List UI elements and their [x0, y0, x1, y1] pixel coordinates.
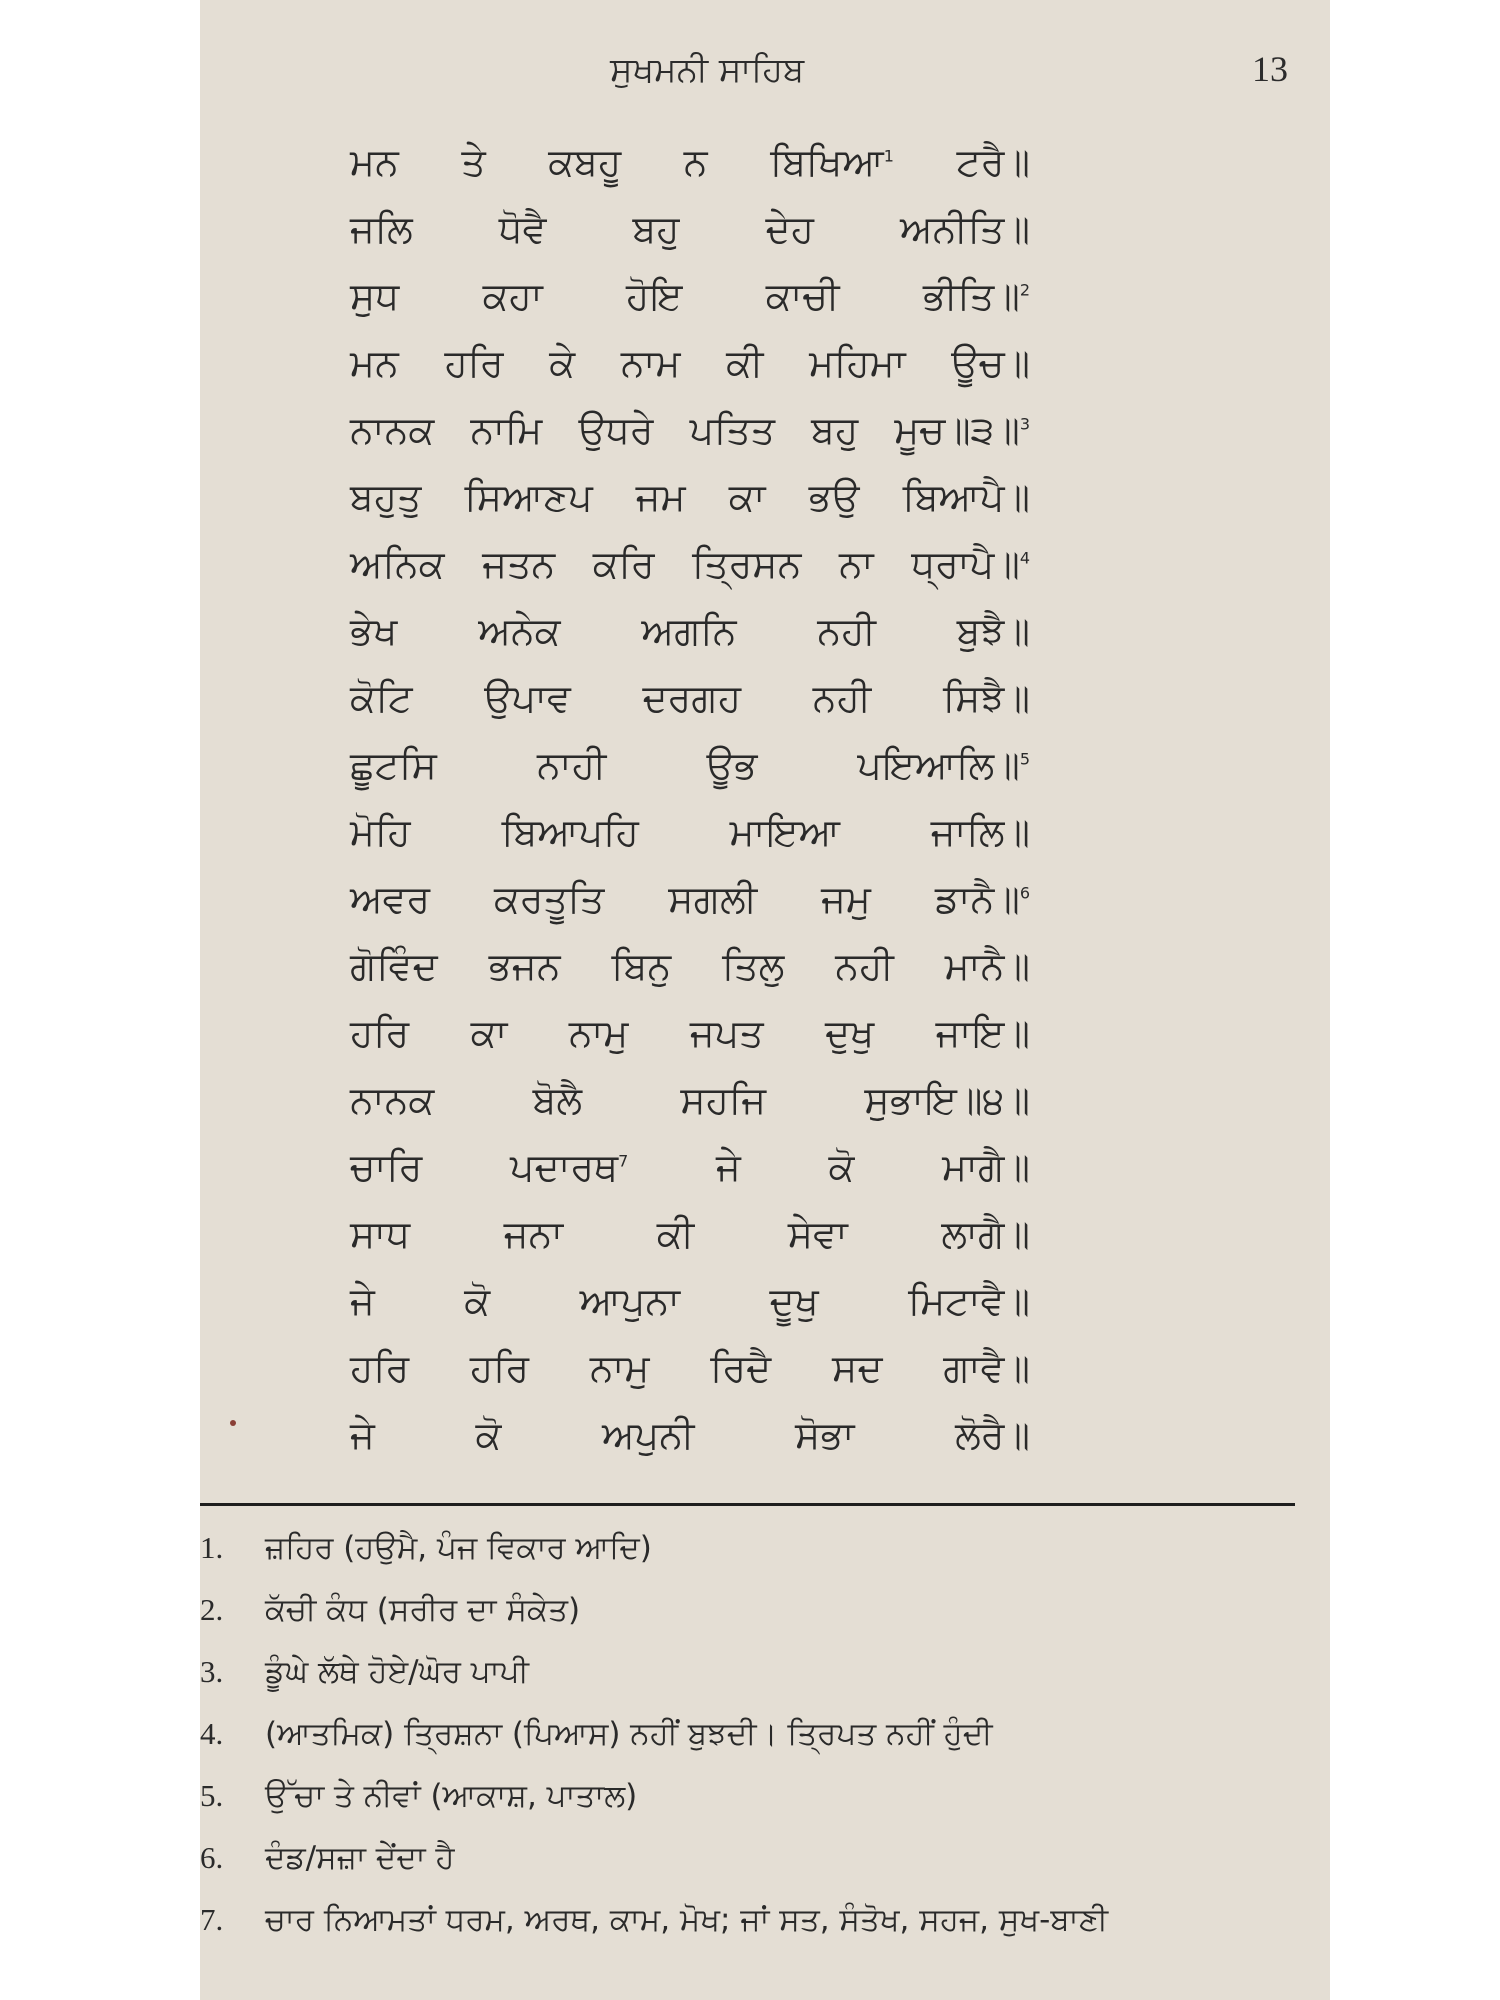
verse-word: ਸੋਭਾ	[795, 1413, 855, 1457]
footnote-number: 3.	[200, 1654, 224, 1689]
verse-line	[350, 542, 1310, 609]
verse-line	[350, 475, 1310, 542]
verse-word: ਗੋਵਿੰਦ	[350, 944, 438, 988]
verse-word: ਕਾ	[728, 475, 766, 519]
verse-word: ਨਾਮ	[620, 341, 681, 385]
verse-block	[350, 140, 1310, 1480]
footnote-item	[200, 1840, 1320, 1902]
verse-word: ਮਾਇਆ	[729, 810, 840, 854]
verse-word: ਮੂਚ॥੩॥$^3$	[894, 408, 1030, 452]
footnote-text: ਉੱਚਾ ਤੇ ਨੀਵਾਂ (ਆਕਾਸ਼, ਪਾਤਾਲ)	[265, 1778, 638, 1814]
verse-word: ਬਹੁਤੁ	[350, 475, 422, 519]
verse-word: ਅਵਰ	[350, 877, 431, 921]
verse-line	[350, 1145, 1310, 1212]
verse-line	[350, 207, 1310, 274]
footnote-item	[200, 1654, 1320, 1716]
verse-word: ਕਰਿ	[592, 542, 655, 586]
verse-word: ਬਹੁ	[811, 408, 859, 452]
verse-word: ਨਾਮੁ	[568, 1011, 629, 1055]
verse-word: ਜਾਲਿ॥	[930, 810, 1030, 854]
verse-word: ਸੇਵਾ	[787, 1212, 848, 1256]
verse-word: ਲਾਗੈ॥	[941, 1212, 1030, 1256]
verse-line	[350, 1279, 1310, 1346]
footnote-item	[200, 1716, 1320, 1778]
footnote-number: 6.	[200, 1840, 224, 1875]
footnote-text: ਚਾਰ ਨਿਆਮਤਾਂ ਧਰਮ, ਅਰਥ, ਕਾਮ, ਮੋਖ; ਜਾਂ ਸਤ, ਸੰਤੋਖ, ਸਹਜ, ਸੁਖ-ਬਾਣੀ	[265, 1902, 1109, 1938]
verse-word: ਨਾਹੀ	[536, 743, 607, 787]
verse-word: ਹਰਿ	[350, 1346, 410, 1390]
verse-word: ਨਾਮਿ	[470, 408, 543, 452]
verse-line	[350, 1212, 1310, 1279]
verse-word: ਸੁਭਾਇ॥੪॥	[864, 1078, 1030, 1122]
footnote-number: 7.	[200, 1902, 224, 1937]
verse-word: ਕਾ	[470, 1011, 508, 1055]
verse-word: ਛੂਟਸਿ	[350, 743, 437, 787]
verse-word: ਨਹੀ	[812, 676, 872, 720]
verse-word: ਟਰੈ॥	[956, 140, 1030, 184]
verse-line	[350, 408, 1310, 475]
footnote-number: 5.	[200, 1778, 224, 1813]
verse-word: ਲੋਰੈ॥	[955, 1413, 1030, 1457]
verse-word: ਨਹੀ	[817, 609, 876, 653]
verse-word: ਸੁਧ	[350, 274, 400, 318]
verse-word: ਬਹੁ	[632, 207, 680, 251]
verse-line	[350, 1011, 1310, 1078]
verse-word: ਹਰਿ	[469, 1346, 530, 1390]
verse-word: ਕਾਚੀ	[765, 274, 840, 318]
verse-line	[350, 810, 1310, 877]
verse-word: ਸਹਜਿ	[680, 1078, 767, 1122]
footnote-item	[200, 1778, 1320, 1840]
footnote-text: ਦੰਡ/ਸਜ਼ਾ ਦੇਂਦਾ ਹੈ	[265, 1840, 455, 1876]
verse-word: ਧ੍ਰਾਪੈ॥$^4$	[911, 542, 1030, 586]
verse-word: ਤ੍ਰਿਸਨ	[692, 542, 802, 586]
verse-word: ਨਾਮੁ	[589, 1346, 650, 1390]
verse-word: ਪਦਾਰਥ$^7$	[509, 1145, 629, 1189]
verse-word: ਮਨ	[350, 140, 399, 184]
verse-word: ਊਭ	[706, 743, 758, 787]
verse-word: ਨਾ	[839, 542, 874, 586]
verse-word: ਸਾਧ	[350, 1212, 411, 1256]
verse-word: ਸਗਲੀ	[668, 877, 758, 921]
verse-word: ਬੁਝੈ॥	[956, 609, 1030, 653]
verse-word: ਬੋਲੈ	[532, 1078, 583, 1122]
verse-word: ਤਿਲੁ	[722, 944, 785, 988]
verse-line	[350, 743, 1310, 810]
verse-word: ਸਿਆਣਪ	[464, 475, 593, 519]
verse-word: ਪਤਿਤ	[689, 408, 775, 452]
footnote-marker: 1	[883, 146, 894, 166]
verse-word: ਬਿਨੁ	[611, 944, 672, 988]
verse-word: ਅਨਿਕ	[350, 542, 445, 586]
verse-word: ਜਾਇ॥	[935, 1011, 1030, 1055]
verse-word: ਕਬਹੂ	[548, 140, 622, 184]
verse-word: ਜੇ	[350, 1413, 375, 1457]
verse-word: ਅਨੀਤਿ॥	[899, 207, 1030, 251]
footnote-item	[200, 1530, 1320, 1592]
verse-word: ਗਾਵੈ॥	[943, 1346, 1030, 1390]
verse-word: ਚਾਰਿ	[350, 1145, 423, 1189]
verse-word: ਸਿਝੈ॥	[942, 676, 1030, 720]
verse-word: ਕਰਤੂਤਿ	[493, 877, 605, 921]
footnote-divider	[200, 1503, 1295, 1506]
footnote-text: ਕੱਚੀ ਕੰਧ (ਸਰੀਰ ਦਾ ਸੰਕੇਤ)	[265, 1592, 581, 1628]
footnote-marker: 5	[1019, 749, 1030, 769]
verse-word: ਜਪਤ	[689, 1011, 764, 1055]
verse-word: ਕੋ	[828, 1145, 855, 1189]
verse-word: ਦਰਗਹ	[642, 676, 742, 720]
footnote-text: ਡੂੰਘੇ ਲੱਥੇ ਹੋਏ/ਘੋਰ ਪਾਪੀ	[265, 1654, 529, 1690]
verse-line	[350, 1078, 1310, 1145]
verse-word: ਜੇ	[350, 1279, 375, 1323]
verse-word: ਰਿਦੈ	[710, 1346, 772, 1390]
verse-word: ਅਗਨਿ	[641, 609, 737, 653]
verse-word: ਮਾਗੈ॥	[942, 1145, 1030, 1189]
verse-line	[350, 609, 1310, 676]
verse-word: ਧੋਵੈ	[498, 207, 547, 251]
verse-line	[350, 341, 1310, 408]
running-header-title: ਸੁਖਮਨੀ ਸਾਹਿਬ	[610, 50, 805, 90]
verse-word: ਕੀ	[726, 341, 764, 385]
verse-word: ਕੇ	[549, 341, 576, 385]
verse-line	[350, 1346, 1310, 1413]
verse-word: ਭਉ	[808, 475, 860, 519]
verse-word: ਹਰਿ	[350, 1011, 410, 1055]
footnote-marker: 2	[1019, 280, 1030, 300]
verse-word: ਸਦ	[832, 1346, 883, 1390]
footnote-marker: 6	[1019, 883, 1030, 903]
verse-word: ਜੇ	[715, 1145, 741, 1189]
verse-word: ਕਹਾ	[482, 274, 543, 318]
verse-line	[350, 676, 1310, 743]
verse-line	[350, 274, 1310, 341]
verse-line	[350, 877, 1310, 944]
verse-word: ਊਚ॥	[951, 341, 1030, 385]
verse-word: ਨਾਨਕ	[350, 408, 435, 452]
verse-word: ਮੋਹਿ	[350, 810, 411, 854]
verse-word: ਉਧਰੇ	[578, 408, 654, 452]
verse-word: ਪਇਆਲਿ॥$^5$	[857, 743, 1030, 787]
verse-word: ਕੋਟਿ	[350, 676, 413, 720]
verse-word: ਜਲਿ	[350, 207, 413, 251]
verse-line	[350, 140, 1310, 207]
verse-word: ਆਪੁਨਾ	[579, 1279, 681, 1323]
verse-word: ਦੁਖੁ	[824, 1011, 875, 1055]
footnote-marker: 4	[1019, 548, 1030, 568]
footnote-list	[200, 1530, 1320, 1964]
footnote-marker: 3	[1019, 414, 1030, 434]
verse-word: ਉਪਾਵ	[484, 676, 571, 720]
verse-word: ਡਾਨੈ॥$^6$	[934, 877, 1030, 921]
verse-word: ਭਜਨ	[488, 944, 561, 988]
verse-word: ਜਮ	[635, 475, 686, 519]
footnote-number: 1.	[200, 1530, 224, 1565]
verse-word: ਕੋ	[464, 1279, 491, 1323]
verse-word: ਬਿਆਪੈ॥	[902, 475, 1030, 519]
verse-word: ਅਪੁਨੀ	[602, 1413, 695, 1457]
verse-word: ਬਿਖਿਆ$^1$	[770, 140, 894, 184]
verse-word: ਦੂਖੁ	[769, 1279, 819, 1323]
footnote-number: 2.	[200, 1592, 224, 1627]
book-page	[200, 0, 1330, 2000]
verse-word: ਭੀਤਿ॥$^2$	[922, 274, 1030, 318]
verse-word: ਨਾਨਕ	[350, 1078, 435, 1122]
verse-word: ਮਿਟਾਵੈ॥	[908, 1279, 1030, 1323]
ink-spot	[230, 1420, 236, 1426]
footnote-number: 4.	[200, 1716, 224, 1751]
footnote-marker: 7	[618, 1151, 629, 1171]
verse-word: ਮਨ	[350, 341, 399, 385]
footnote-item	[200, 1592, 1320, 1654]
verse-word: ਨ	[683, 140, 708, 184]
verse-word: ਕੋ	[475, 1413, 502, 1457]
verse-line	[350, 944, 1310, 1011]
verse-word: ਬਿਆਪਹਿ	[501, 810, 639, 854]
verse-word: ਮਾਨੈ॥	[944, 944, 1030, 988]
verse-word: ਮਹਿਮਾ	[809, 341, 906, 385]
verse-word: ਜਨਾ	[503, 1212, 564, 1256]
verse-line	[350, 1413, 1310, 1480]
footnote-item	[200, 1902, 1320, 1964]
verse-word: ਤੇ	[461, 140, 486, 184]
page-number: 13	[1252, 49, 1288, 89]
verse-word: ਜਤਨ	[482, 542, 556, 586]
verse-word: ਨਹੀ	[835, 944, 894, 988]
footnote-text: ਜ਼ਹਿਰ (ਹਉਮੈ, ਪੰਜ ਵਿਕਾਰ ਆਦਿ)	[265, 1530, 652, 1566]
verse-word: ਜਮੁ	[821, 877, 871, 921]
verse-word: ਕੀ	[656, 1212, 695, 1256]
verse-word: ਹਰਿ	[444, 341, 504, 385]
footnote-text: (ਆਤਮਿਕ) ਤ੍ਰਿਸ਼ਨਾ (ਪਿਆਸ) ਨਹੀਂ ਬੁਝਦੀ। ਤ੍ਰਿਪਤ ਨਹੀਂ ਹੁੰਦੀ	[265, 1716, 993, 1752]
verse-word: ਦੇਹ	[765, 207, 814, 251]
verse-word: ਭੇਖ	[350, 609, 398, 653]
verse-word: ਅਨੇਕ	[478, 609, 561, 653]
verse-word: ਹੋਇ	[626, 274, 683, 318]
